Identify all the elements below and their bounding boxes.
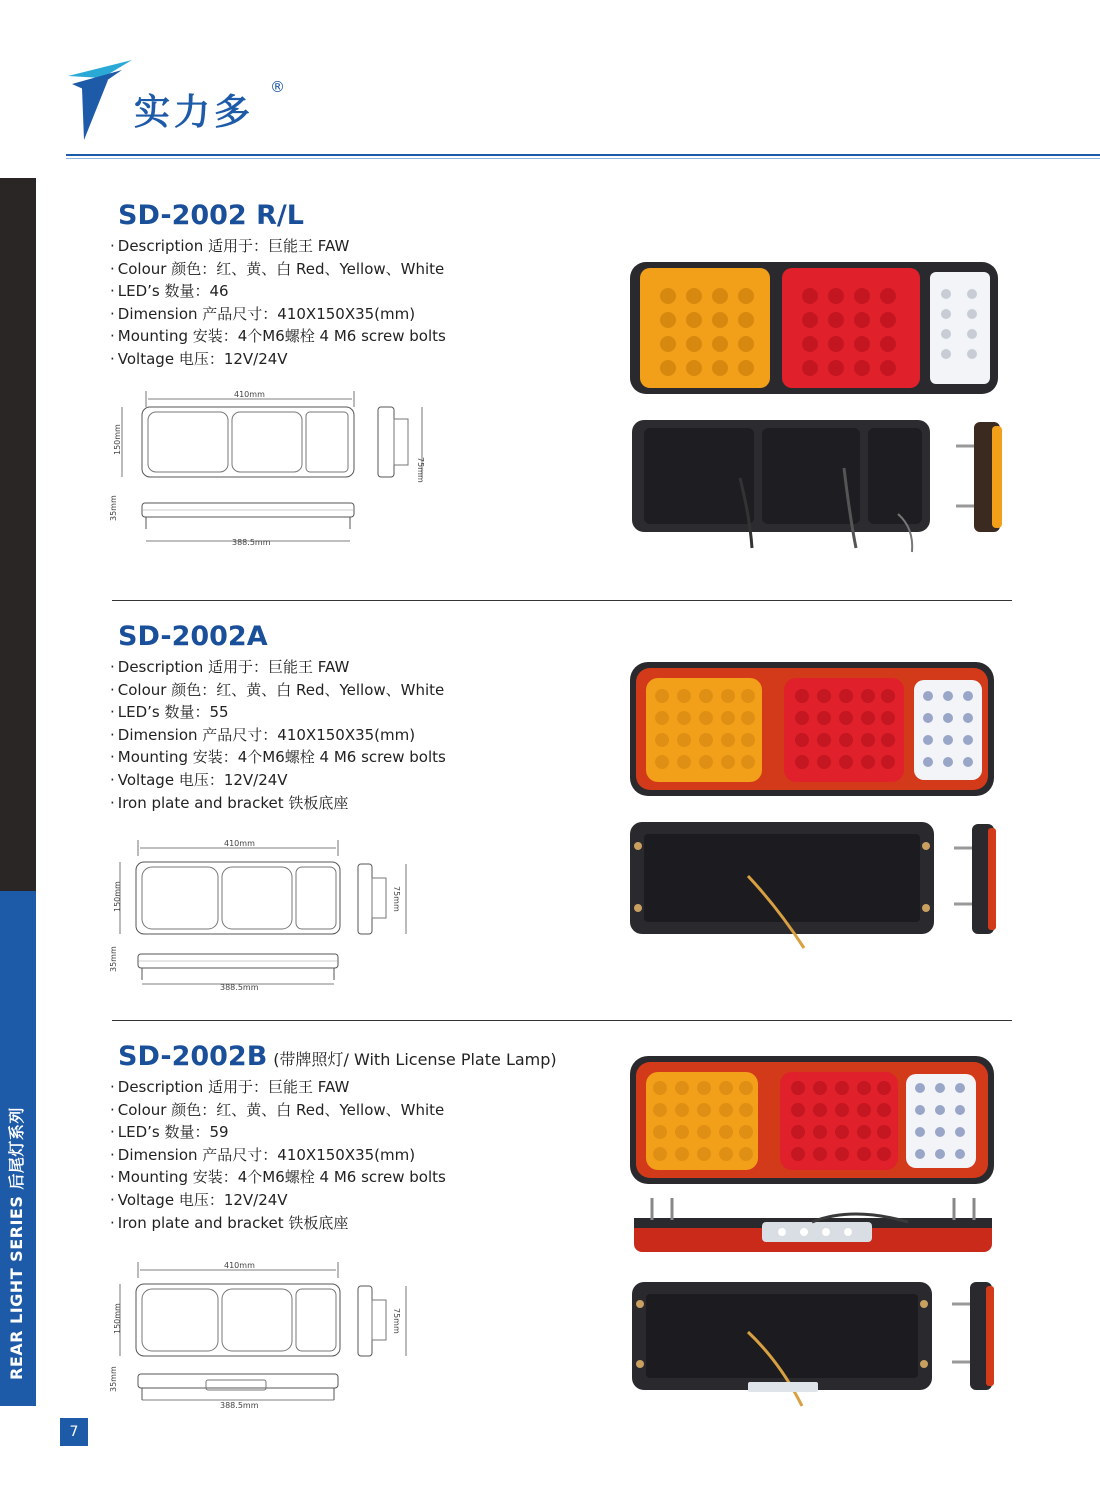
spec-description: · Description 适用于：巨能王 FAW	[110, 235, 446, 258]
spec-mounting: · Mounting 安装：4个M6螺栓 4 M6 screw bolts	[110, 1166, 446, 1189]
logo-mark-icon	[62, 58, 142, 148]
product-subtitle: (带牌照灯/ With License Plate Lamp)	[273, 1050, 557, 1069]
thickness-label: 35mm	[109, 495, 118, 521]
bolt-spacing-label: 388.5mm	[220, 983, 259, 992]
brand-name: 实力多	[134, 92, 255, 133]
spec-list	[110, 656, 446, 814]
page-number: 7	[60, 1418, 88, 1446]
brand-logo	[62, 58, 302, 148]
height-label: 150mm	[113, 1303, 122, 1334]
product-title: SD-2002B (带牌照灯/ With License Plate Lamp)	[118, 1041, 557, 1072]
depth-label: 75mm	[392, 886, 401, 912]
registered-mark: ®	[270, 78, 285, 96]
sidebar-series-label: REAR LIGHT SERIES 后尾灯系列	[7, 1107, 26, 1380]
spec-description: · Description 适用于：巨能王 FAW	[110, 1076, 446, 1099]
spec-description: · Description 适用于：巨能王 FAW	[110, 656, 446, 679]
spec-dimension: · Dimension 产品尺寸：410X150X35(mm)	[110, 724, 446, 747]
lamp-back-photo	[630, 418, 1010, 568]
width-label: 410mm	[224, 839, 255, 848]
spec-colour: · Colour 颜色：红、黄、白 Red、Yellow、White	[110, 1099, 446, 1122]
spec-leds: · LED’s 数量：46	[110, 280, 446, 303]
depth-label: 75mm	[392, 1308, 401, 1334]
spec-colour: · Colour 颜色：红、黄、白 Red、Yellow、White	[110, 679, 446, 702]
spec-dimension: · Dimension 产品尺寸：410X150X35(mm)	[110, 303, 446, 326]
width-label: 410mm	[234, 390, 265, 399]
spec-dimension: · Dimension 产品尺寸：410X150X35(mm)	[110, 1144, 446, 1167]
lamp-back-photo	[628, 818, 1000, 952]
sidebar-dark-band	[0, 178, 36, 891]
spec-bracket: · Iron plate and bracket 铁板底座	[110, 792, 446, 815]
thickness-label: 35mm	[109, 946, 118, 972]
spec-list	[110, 235, 446, 371]
width-label: 410mm	[224, 1261, 255, 1270]
dimension-drawing	[106, 834, 436, 994]
spec-bracket: · Iron plate and bracket 铁板底座	[110, 1212, 446, 1235]
bolt-spacing-label: 388.5mm	[232, 538, 271, 547]
spec-voltage: · Voltage 电压：12V/24V	[110, 1189, 446, 1212]
dimension-drawing	[106, 1256, 436, 1416]
section-divider	[112, 1020, 1012, 1021]
section-divider	[112, 600, 1012, 601]
height-label: 150mm	[113, 424, 122, 455]
height-label: 150mm	[113, 881, 122, 912]
spec-list	[110, 1076, 446, 1234]
depth-label: 75mm	[416, 457, 425, 483]
bolt-spacing-label: 388.5mm	[220, 1401, 259, 1410]
product-title: SD-2002 R/L	[118, 200, 304, 231]
lamp-front-photo	[628, 258, 1002, 398]
spec-mounting: · Mounting 安装：4个M6螺栓 4 M6 screw bolts	[110, 746, 446, 769]
lamp-front-photo	[630, 662, 996, 798]
lamp-front-photo	[630, 1056, 996, 1188]
spec-leds: · LED’s 数量：59	[110, 1121, 446, 1144]
spec-colour: · Colour 颜色：红、黄、白 Red、Yellow、White	[110, 258, 446, 281]
header-rule-thin	[66, 158, 1100, 159]
spec-mounting: · Mounting 安装：4个M6螺栓 4 M6 screw bolts	[110, 325, 446, 348]
spec-leds: · LED’s 数量：55	[110, 701, 446, 724]
header-rule	[66, 154, 1100, 156]
product-title: SD-2002A	[118, 621, 268, 652]
thickness-label: 35mm	[109, 1366, 118, 1392]
lamp-back-photo	[630, 1278, 1000, 1410]
spec-voltage: · Voltage 电压：12V/24V	[110, 348, 446, 371]
dimension-drawing	[106, 385, 436, 550]
lamp-bottom-photo	[632, 1196, 996, 1258]
spec-voltage: · Voltage 电压：12V/24V	[110, 769, 446, 792]
